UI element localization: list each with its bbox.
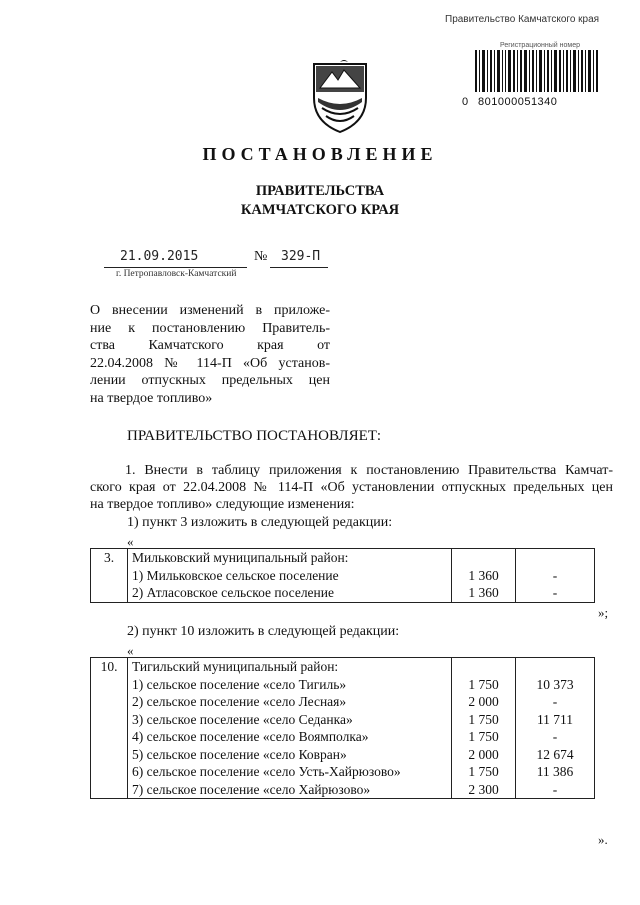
barcode-icon	[475, 50, 600, 92]
settlement-name: 5) сельское поселение «село Ковран»	[132, 746, 347, 762]
table-row	[91, 549, 595, 603]
settlement-name: 1) сельское поселение «село Тигиль»	[132, 676, 347, 692]
table-cell-name	[128, 658, 452, 799]
settlement-name: 2) сельское поселение «село Лесная»	[132, 694, 347, 709]
table-cell-price-1	[452, 549, 516, 603]
document-number: 329-П	[281, 249, 321, 264]
table-cell-price-2	[516, 549, 595, 603]
subpoint-2: 2) пункт 10 изложить в следующей редакции:	[127, 624, 400, 639]
table-cell-number	[91, 658, 128, 799]
barcode-prefix: 0	[462, 96, 469, 108]
table-cell-price-1	[452, 658, 516, 799]
price-value: -	[552, 585, 558, 600]
close-quote: ».	[598, 832, 608, 847]
price-value: -	[552, 567, 558, 583]
price-value: 2 300	[468, 781, 499, 797]
price-value: -	[552, 694, 558, 709]
resolves-heading: ПРАВИТЕЛЬСТВО ПОСТАНОВЛЯЕТ:	[127, 428, 382, 444]
price-value: 11 386	[536, 764, 574, 779]
price-value: 10 373	[536, 676, 574, 692]
price-value: 2 000	[468, 746, 499, 762]
price-value: 12 674	[536, 746, 574, 762]
paragraph-line: 1. Внести в таблицу приложения к постановлению Правительства Камчат-	[125, 463, 613, 478]
document-city: г. Петропавловск-Камчатский	[116, 269, 237, 279]
price-value: 1 360	[468, 567, 499, 583]
number-label: №	[254, 249, 268, 264]
government-header-stamp: Правительство Камчатского края	[445, 14, 600, 25]
settlement-name: 2) Атласовское сельское поселение	[132, 585, 334, 600]
subject-line: О внесении изменений в приложе-	[90, 303, 330, 318]
table-cell-name	[128, 549, 452, 603]
table-point-3	[90, 548, 595, 603]
open-quote: «	[127, 534, 134, 549]
price-value: 1 750	[468, 676, 499, 692]
subject-line: 22.04.2008 № 114-П «Об установ-	[90, 355, 330, 371]
document-subject	[90, 302, 330, 407]
table-point-10	[90, 657, 595, 799]
row-number: 10.	[100, 659, 118, 674]
price-value: 11 711	[536, 711, 574, 727]
issuer-line-1: ПРАВИТЕЛЬСТВА	[255, 183, 385, 199]
district-heading: Мильковский муниципальный район:	[132, 550, 349, 565]
settlement-name: 7) сельское поселение «село Хайрюзово»	[132, 781, 371, 797]
kamchatka-coat-of-arms-icon	[310, 58, 370, 134]
subject-line: ние к постановлению Правитель-	[90, 320, 330, 336]
document-date: 21.09.2015	[120, 249, 199, 264]
paragraph-line: ского края от 22.04.2008 № 114-П «Об установлении отпускных предельных цен	[90, 480, 613, 495]
table-cell-number	[91, 549, 128, 603]
price-value: 1 750	[468, 764, 499, 779]
district-heading: Тигильский муниципальный район:	[132, 659, 339, 674]
table-row	[91, 658, 595, 799]
document-title: ПОСТАНОВЛЕНИЕ	[202, 144, 438, 164]
price-value: 1 360	[468, 585, 499, 600]
table-cell-price-2	[516, 658, 595, 799]
price-value: -	[552, 729, 558, 744]
point-1-text	[90, 462, 613, 513]
price-value: 1 750	[468, 729, 499, 744]
barcode-number: 801000051340	[478, 96, 558, 108]
price-value: -	[552, 781, 558, 797]
settlement-name: 6) сельское поселение «село Усть-Хайрюзово»	[132, 764, 401, 779]
subpoint-1: 1) пункт 3 изложить в следующей редакции:	[127, 515, 393, 530]
price-value: 1 750	[468, 711, 499, 727]
settlement-name: 4) сельское поселение «село Воямполка»	[132, 729, 369, 744]
settlement-name: 3) сельское поселение «село Седанка»	[132, 711, 353, 727]
subject-line: на твердое топливо»	[90, 390, 213, 406]
open-quote: «	[127, 643, 134, 658]
barcode-label: Регистрационный номер	[500, 42, 580, 49]
subject-line: ства Камчатского края от	[90, 338, 330, 353]
subject-line: лении отпускных предельных цен	[90, 373, 330, 388]
price-value: 2 000	[468, 694, 499, 709]
close-quote: »;	[598, 605, 609, 620]
issuer-line-2: КАМЧАТСКОГО КРАЯ	[240, 202, 400, 218]
settlement-name: 1) Мильковское сельское поселение	[132, 567, 339, 583]
paragraph-line: на твердое топливо» следующие изменения:	[90, 497, 355, 512]
row-number: 3.	[103, 550, 115, 565]
